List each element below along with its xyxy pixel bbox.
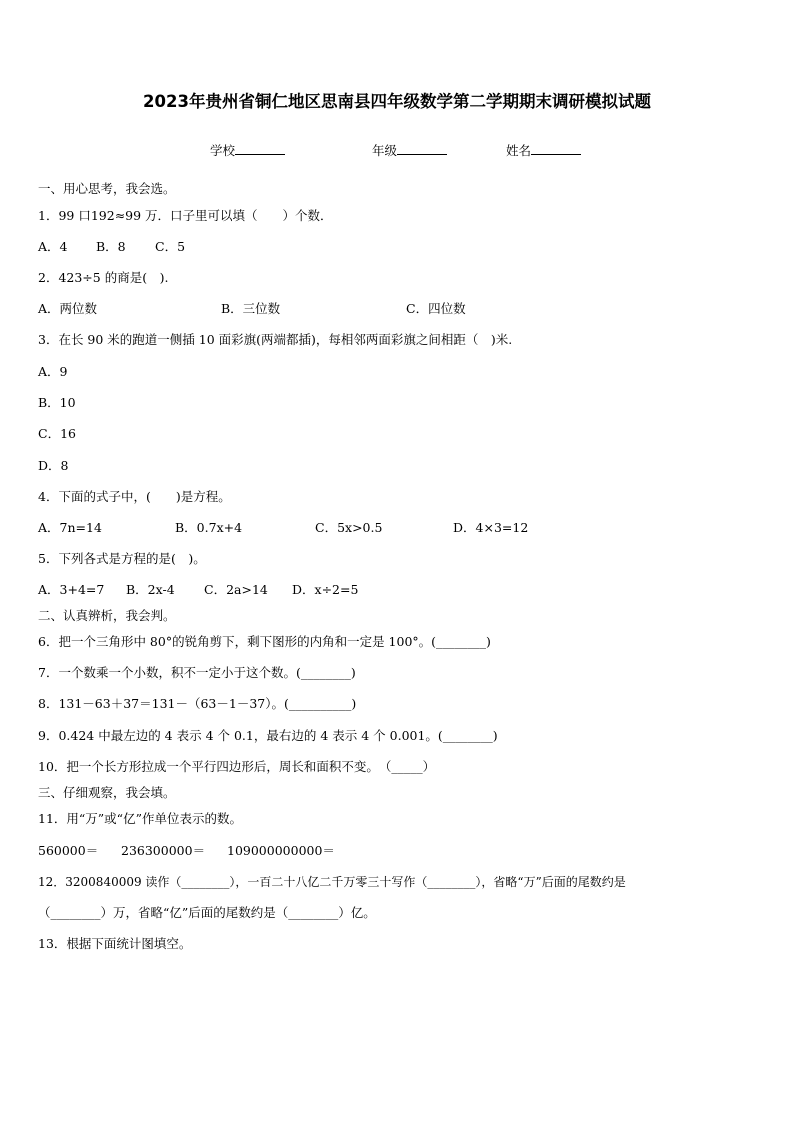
question-13: 13．根据下面统计图填空。	[38, 936, 192, 951]
school-label: 学校	[210, 143, 236, 158]
question-1: 1．99 口192≈99 万．口子里可以填（ ）个数．	[38, 208, 333, 223]
option: A．7n=14	[38, 520, 102, 535]
option: A．3+4=7	[38, 582, 105, 597]
option: D．x÷2=5	[292, 582, 359, 597]
conversion-item: 236300000＝	[121, 843, 206, 858]
option: B．0.7x+4	[175, 520, 243, 535]
option: D．4×3=12	[453, 520, 529, 535]
option: B．三位数	[221, 301, 281, 316]
option: B．8	[96, 239, 126, 254]
question-10: 10．把一个长方形拉成一个平行四边形后，周长和面积不变。 （_____）	[38, 759, 436, 774]
section-2-heading: 二、认真辨析，我会判。	[38, 608, 176, 623]
option: B．2x-4	[126, 582, 175, 597]
school-field	[210, 141, 285, 159]
option: C．16	[38, 426, 76, 441]
question-12-line-1: 12．3200840009 读作（________），一百二十八亿二千万零三十写作（________），省略“万”后面的尾数约是	[38, 875, 626, 889]
section-3-heading: 三、仔细观察，我会填。	[38, 785, 176, 800]
name-label: 姓名	[506, 143, 532, 158]
name-field	[506, 141, 581, 159]
option: A．4	[38, 239, 68, 254]
school-blank	[235, 142, 285, 155]
option: D．8	[38, 458, 69, 473]
option: C．2a>14	[204, 582, 268, 597]
option: C．5	[155, 239, 186, 254]
grade-blank	[397, 142, 447, 155]
grade-field	[372, 141, 447, 159]
grade-label: 年级	[372, 143, 398, 158]
question-7: 7．一个数乘一个小数，积不一定小于这个数。(________)	[38, 665, 356, 680]
question-3: 3．在长 90 米的跑道一侧插 10 面彩旗(两端都插)，每相邻两面彩旗之间相距（ )米.	[38, 332, 513, 347]
question-6: 6．把一个三角形中 80°的锐角剪下，剩下图形的内角和一定是 100°。(________)	[38, 634, 491, 649]
question-12-line-2: （________）万，省略“亿”后面的尾数约是（________）亿。	[38, 905, 376, 920]
conversion-item: 560000＝	[38, 843, 99, 858]
option: C．四位数	[406, 301, 466, 316]
question-8: 8．131－63＋37＝131－（63－1－37）。(__________)	[38, 696, 357, 711]
question-5: 5．下列各式是方程的是( )。	[38, 551, 206, 566]
question-9: 9．0.424 中最左边的 4 表示 4 个 0.1，最右边的 4 表示 4 个 0.001。(________)	[38, 728, 498, 743]
option: A．9	[38, 364, 68, 379]
question-11: 11．用“万”或“亿”作单位表示的数。	[38, 811, 242, 826]
name-blank	[531, 142, 581, 155]
option: A．两位数	[38, 301, 98, 316]
section-1-heading: 一、用心思考，我会选。	[38, 181, 176, 196]
question-4: 4．下面的式子中，( )是方程。	[38, 489, 231, 504]
option: B．10	[38, 395, 76, 410]
conversion-item: 109000000000＝	[227, 843, 335, 858]
page-title: 2023年贵州省铜仁地区思南县四年级数学第二学期期末调研模拟试题	[143, 92, 651, 111]
question-2: 2．423÷5 的商是( ).	[38, 270, 169, 285]
option: C．5x>0.5	[315, 520, 383, 535]
